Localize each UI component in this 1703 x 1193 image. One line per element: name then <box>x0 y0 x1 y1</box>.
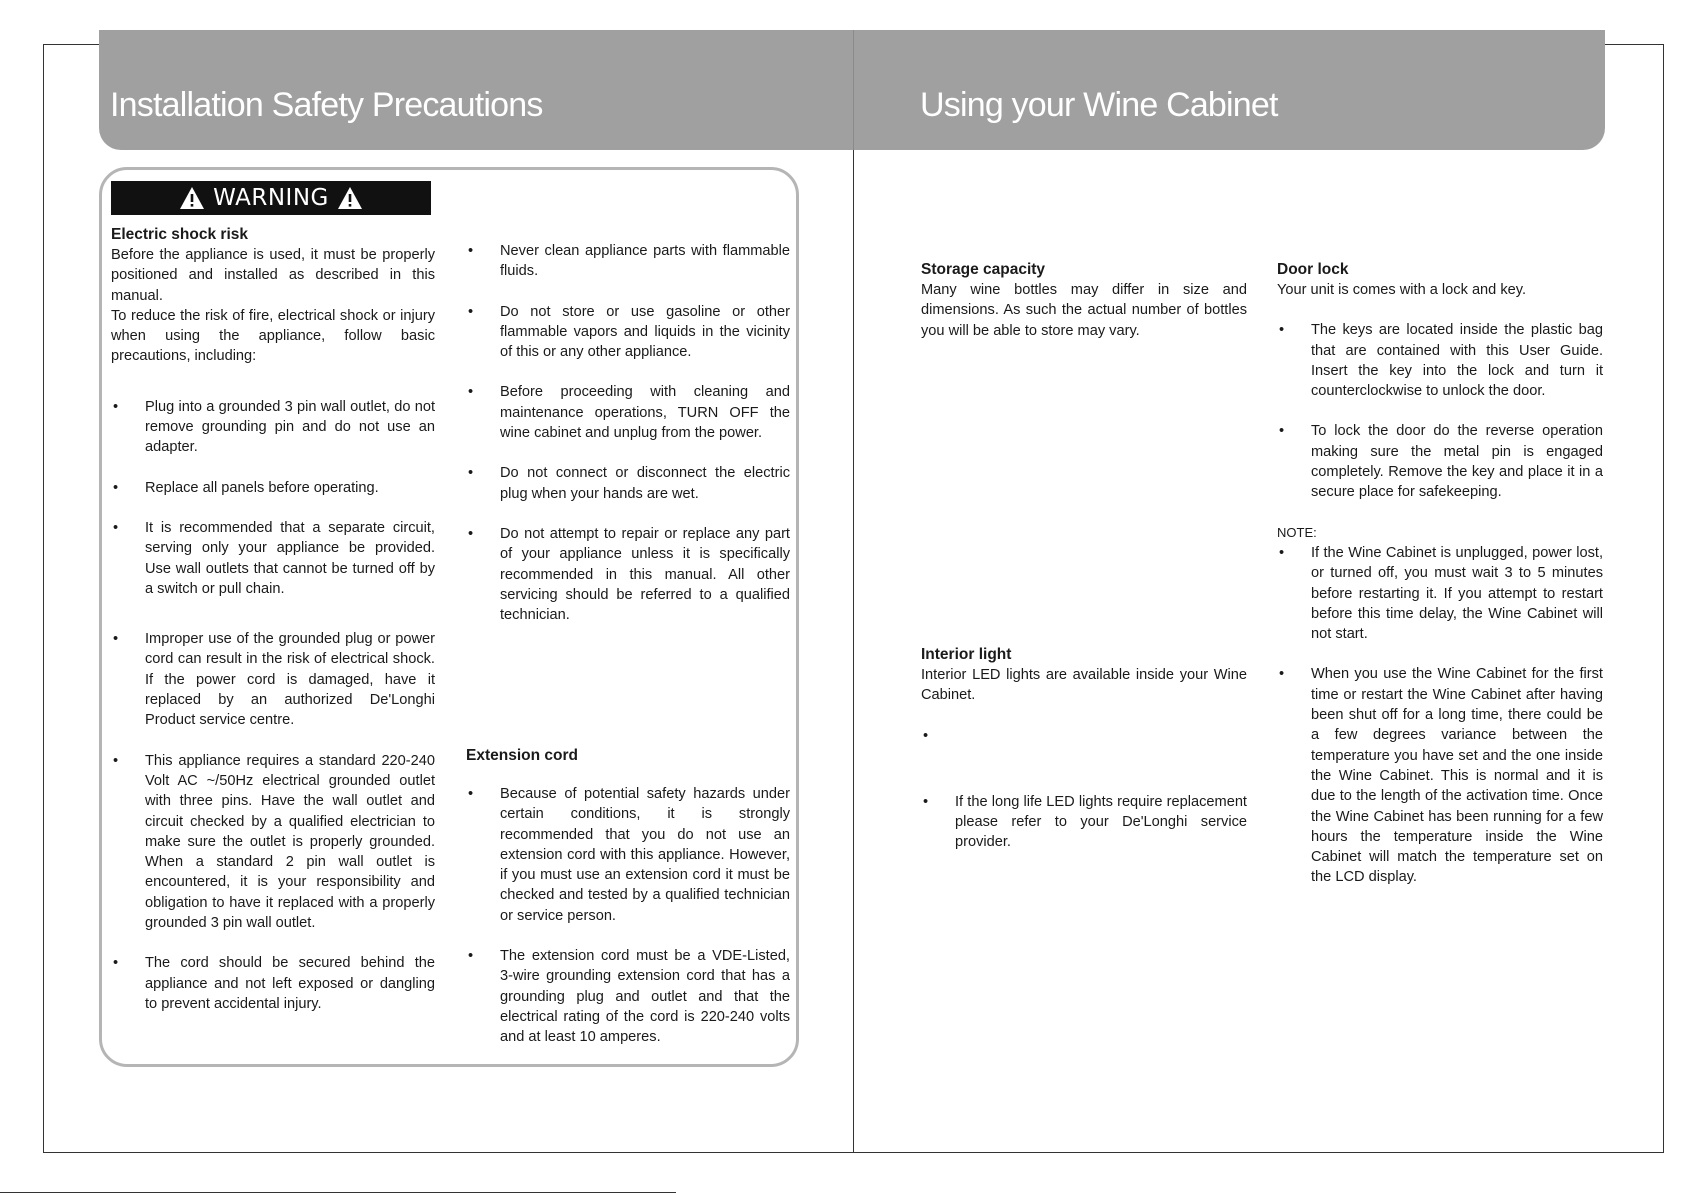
bullet-icon: • <box>113 479 119 496</box>
paragraph: Before the appliance is used, it must be properly positioned and installed as described in this manual. <box>111 247 435 304</box>
list-item: • Plug into a grounded 3 pin wall outlet, do not remove grounding pin and do not use an adapter. <box>113 398 435 456</box>
warning-triangle-icon <box>337 186 363 210</box>
bullet-icon: • <box>1279 544 1285 561</box>
list-item: • To lock the door do the reverse operation making sure the metal pin is engaged completely. Remove the key and place it in a secure place for safekeeping. <box>1279 423 1603 501</box>
warning-banner <box>111 181 431 215</box>
electric-shock-column <box>111 224 435 1014</box>
list-item: • Before proceeding with cleaning and maintenance operations, TURN OFF the wine cabinet and unplug from the power. <box>468 384 790 442</box>
bullet-icon: • <box>468 384 474 401</box>
section-heading: Electric shock risk <box>111 226 248 243</box>
list-item: • Do not connect or disconnect the electric plug when your hands are wet. <box>468 465 790 502</box>
list-item: • Do not attempt to repair or replace any part of your appliance unless it is specifically recommended in this manual. All other servicing should be referred to a qualified technician. <box>468 525 790 624</box>
section-heading: Extension cord <box>466 747 578 764</box>
list-item: • The keys are located inside the plastic bag that are contained with this User Guide. Insert the key into the lock and turn it counterclockwise to unlock the door. <box>1279 322 1603 400</box>
right-page-title: Using your Wine Cabinet <box>920 86 1278 124</box>
warning-triangle-icon <box>179 186 205 210</box>
list-item: • The extension cord must be a VDE-Listed, 3-wire grounding extension cord that has a grounding plug and outlet and that the electrical rating of the cord is 220-240 volts and at least 10 amperes. <box>468 948 790 1046</box>
section-heading: Door lock <box>1277 261 1349 278</box>
list-item: • Because of potential safety hazards under certain conditions, it is strongly recommended that you do not use an extension cord with this appliance. However, if you must use an extension cord it must be checked and tested by a qualified technician or service person. <box>468 786 790 924</box>
list-item: • When you use the Wine Cabinet for the first time or restart the Wine Cabinet after having been shut off for a long time, there could be a few degrees variance between the temperature you have set and the one inside the Wine Cabinet. This is normal and it is due to the length of the activation time. Once the Wine Cabinet has been running for a few hours the temperature inside the Wine Cabinet will match the temperature set on the LCD display. <box>1279 666 1603 886</box>
warning-label: WARNING <box>213 185 329 211</box>
paragraph: Many wine bottles may differ in size and dimensions. As such the actual number of bottles you will be able to store may vary. <box>921 282 1247 339</box>
list-item: • The cord should be secured behind the appliance and not left exposed or dangling to prevent accidental injury. <box>113 955 435 1012</box>
list-item: • Replace all panels before operating. <box>111 478 435 498</box>
list-item: • Do not store or use gasoline or other flammable vapors and liquids in the vicinity of this or any other appliance. <box>468 303 790 361</box>
list-item: • If the long life LED lights require replacement please refer to your De'Longhi service provider. <box>923 793 1247 851</box>
bullet-icon: • <box>113 398 119 415</box>
bullet-icon: • <box>468 243 474 259</box>
left-page-title: Installation Safety Precautions <box>110 86 543 124</box>
bullet-icon: • <box>113 955 119 972</box>
paragraph: To reduce the risk of fire, electrical shock or injury when using the appliance, follow basic precautions, including: <box>111 307 435 365</box>
bullet-icon: • <box>468 525 474 542</box>
interior-light-section <box>921 644 1247 852</box>
note-label: NOTE: <box>1277 524 1317 540</box>
bullet-icon: • <box>1279 666 1285 683</box>
bullet-icon: • <box>468 465 474 482</box>
list-item: • If the Wine Cabinet is unplugged, power lost, or turned off, you must wait 3 to 5 minutes before restarting it. If you attempt to restart before this time delay, the Wine Cabinet will not start. <box>1279 544 1603 643</box>
bullet-icon: • <box>923 727 929 744</box>
list-item: • Never clean appliance parts with flammable fluids. <box>468 243 790 280</box>
page-fold-line <box>853 44 854 1153</box>
bullet-icon: • <box>1279 322 1285 339</box>
list-item: • Improper use of the grounded plug or power cord can result in the risk of electrical shock. If the power cord is damaged, have it replaced by an authorized De'Longhi Product service centre. <box>113 631 435 729</box>
door-lock-section <box>1277 259 1603 888</box>
bullet-icon: • <box>468 948 474 965</box>
section-heading: Interior light <box>921 646 1012 663</box>
paragraph: Your unit is comes with a lock and key. <box>1277 282 1527 298</box>
header-divider <box>853 30 854 150</box>
list-item: • It is recommended that a separate circuit, serving only your appliance be provided. Use wall outlets that cannot be turned off by a switch or pull chain. <box>113 519 435 597</box>
extension-cord-column <box>466 745 790 1048</box>
bullet-icon: • <box>468 303 474 320</box>
bullet-icon: • <box>113 519 119 536</box>
bullet-icon: • <box>113 752 119 769</box>
bullet-icon: • <box>113 631 119 648</box>
bullet-icon: • <box>923 793 929 810</box>
storage-capacity-section <box>921 259 1247 341</box>
list-item: • This appliance requires a standard 220-240 Volt AC ~/50Hz electrical grounded outlet with three pins. Have the wall outlet and circuit checked by a qualified electrician to make sure the outlet is properly grounded. When a standard 2 pin wall outlet is encountered, it is your responsibility and obligation to have it replaced with a properly grounded 3 pin wall outlet. <box>113 752 435 932</box>
bullet-icon: • <box>468 786 474 802</box>
section-heading: Storage capacity <box>921 261 1046 278</box>
bullet-icon: • <box>1279 423 1285 440</box>
precautions-column <box>466 241 790 625</box>
paragraph: Interior LED lights are available inside your Wine Cabinet. <box>921 667 1247 704</box>
